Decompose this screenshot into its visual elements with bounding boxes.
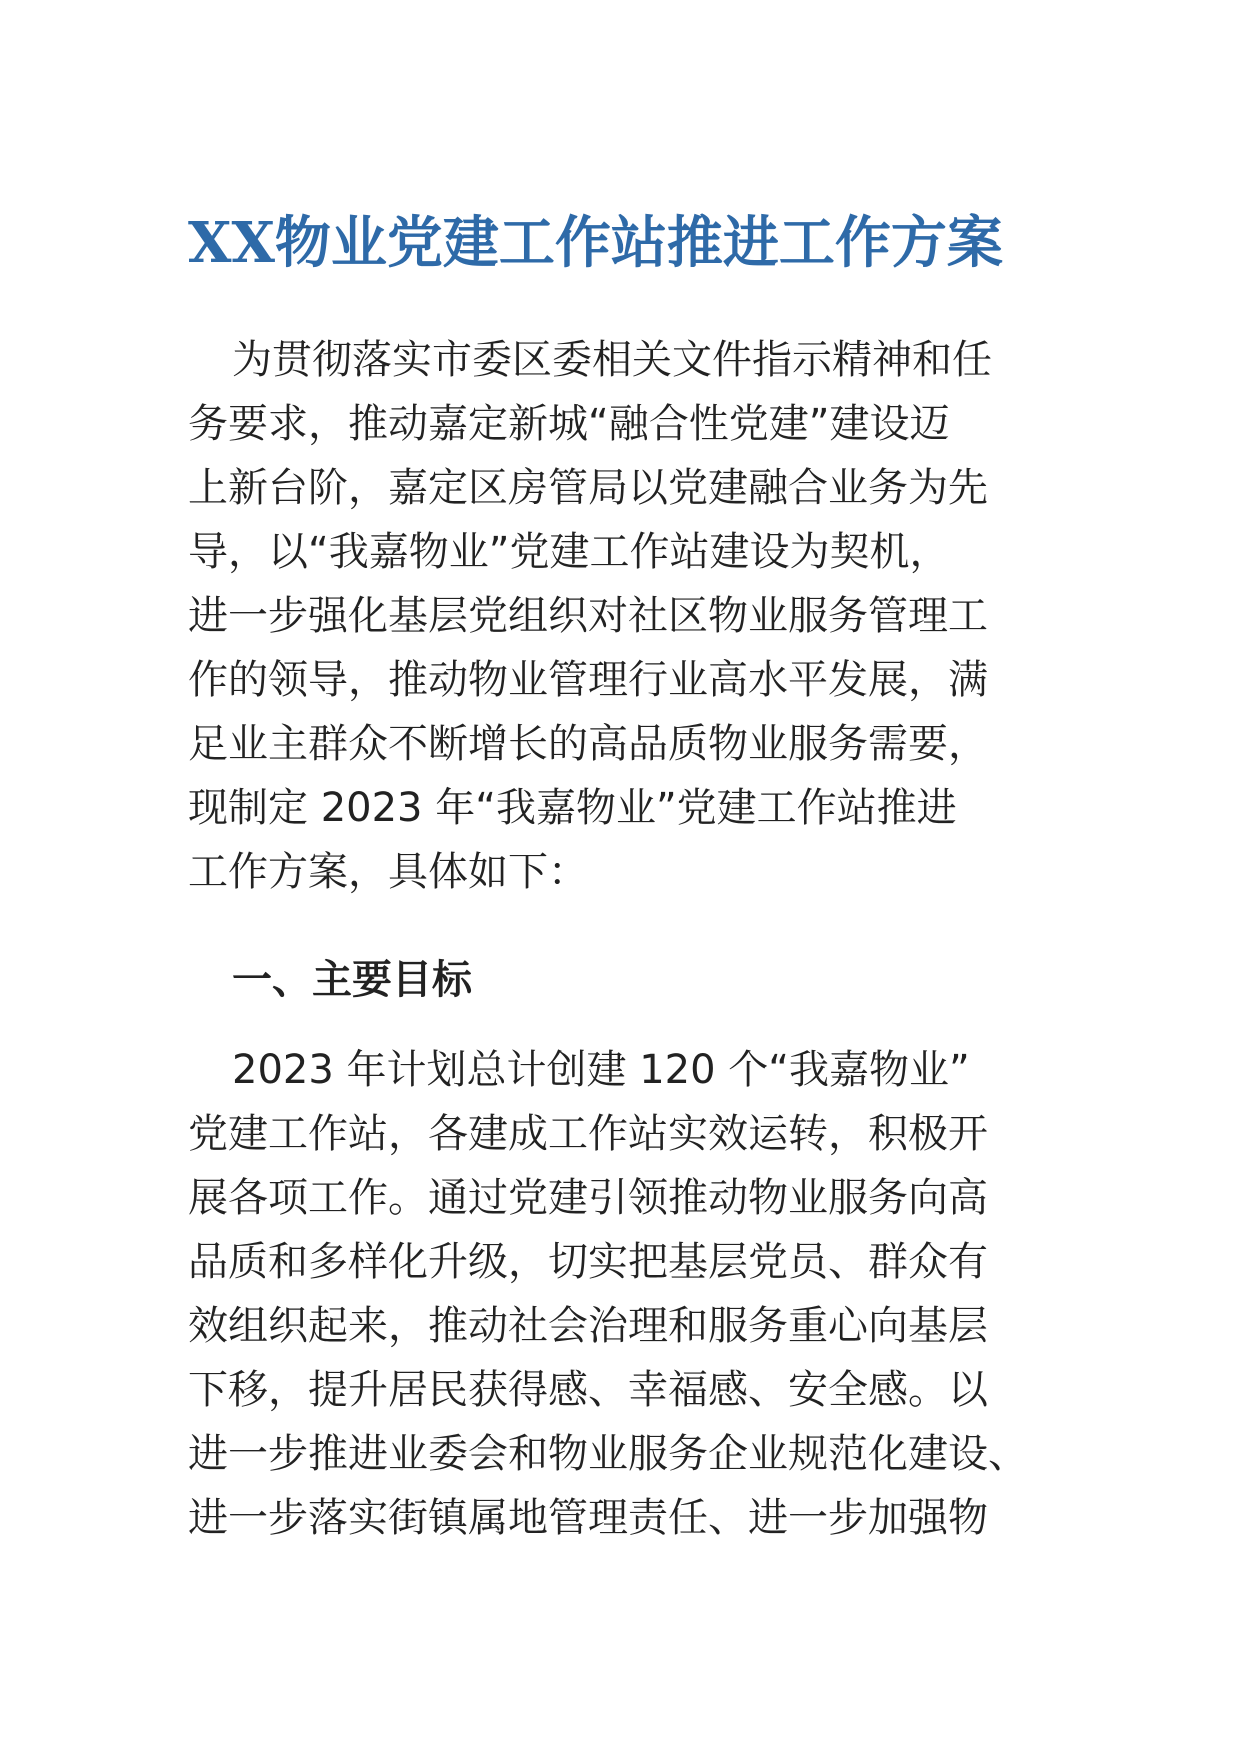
section-heading: 一、主要目标 [232,957,472,1003]
paragraph-line: 足业主群众不断增长的高品质物业服务需要， [188,721,988,767]
paragraph-line: 导，以“我嘉物业”党建工作站建设为契机， [188,529,950,575]
paragraph-line: 现制定 2023 年“我嘉物业”党建工作站推进 [188,785,957,831]
paragraph-line: 品质和多样化升级，切实把基层党员、群众有 [188,1239,988,1285]
paragraph-line: 党建工作站，各建成工作站实效运转，积极开 [188,1111,988,1157]
paragraph-line: 2023 年计划总计创建 120 个“我嘉物业” [232,1047,970,1093]
paragraph-line: 务要求，推动嘉定新城“融合性党建”建设迈 [188,401,950,447]
paragraph-line: 效组织起来，推动社会治理和服务重心向基层 [188,1303,988,1349]
paragraph-line: 进一步推进业委会和物业服务企业规范化建设、 [188,1431,1028,1477]
paragraph-line: 进一步落实街镇属地管理责任、进一步加强物 [188,1495,988,1541]
paragraph-line: 展各项工作。通过党建引领推动物业服务向高 [188,1175,988,1221]
document-title: XX物业党建工作站推进工作方案 [188,210,1003,276]
paragraph-line: 工作方案，具体如下： [188,849,588,895]
paragraph-line: 下移，提升居民获得感、幸福感、安全感。以 [188,1367,988,1413]
paragraph-line: 为贯彻落实市委区委相关文件指示精神和任 [232,337,992,383]
paragraph-line: 上新台阶，嘉定区房管局以党建融合业务为先 [188,465,988,511]
paragraph-line: 作的领导，推动物业管理行业高水平发展，满 [188,657,988,703]
intro-paragraph [188,328,1028,904]
goals-paragraph [188,1038,1028,1550]
paragraph-line: 进一步强化基层党组织对社区物业服务管理工 [188,593,988,639]
